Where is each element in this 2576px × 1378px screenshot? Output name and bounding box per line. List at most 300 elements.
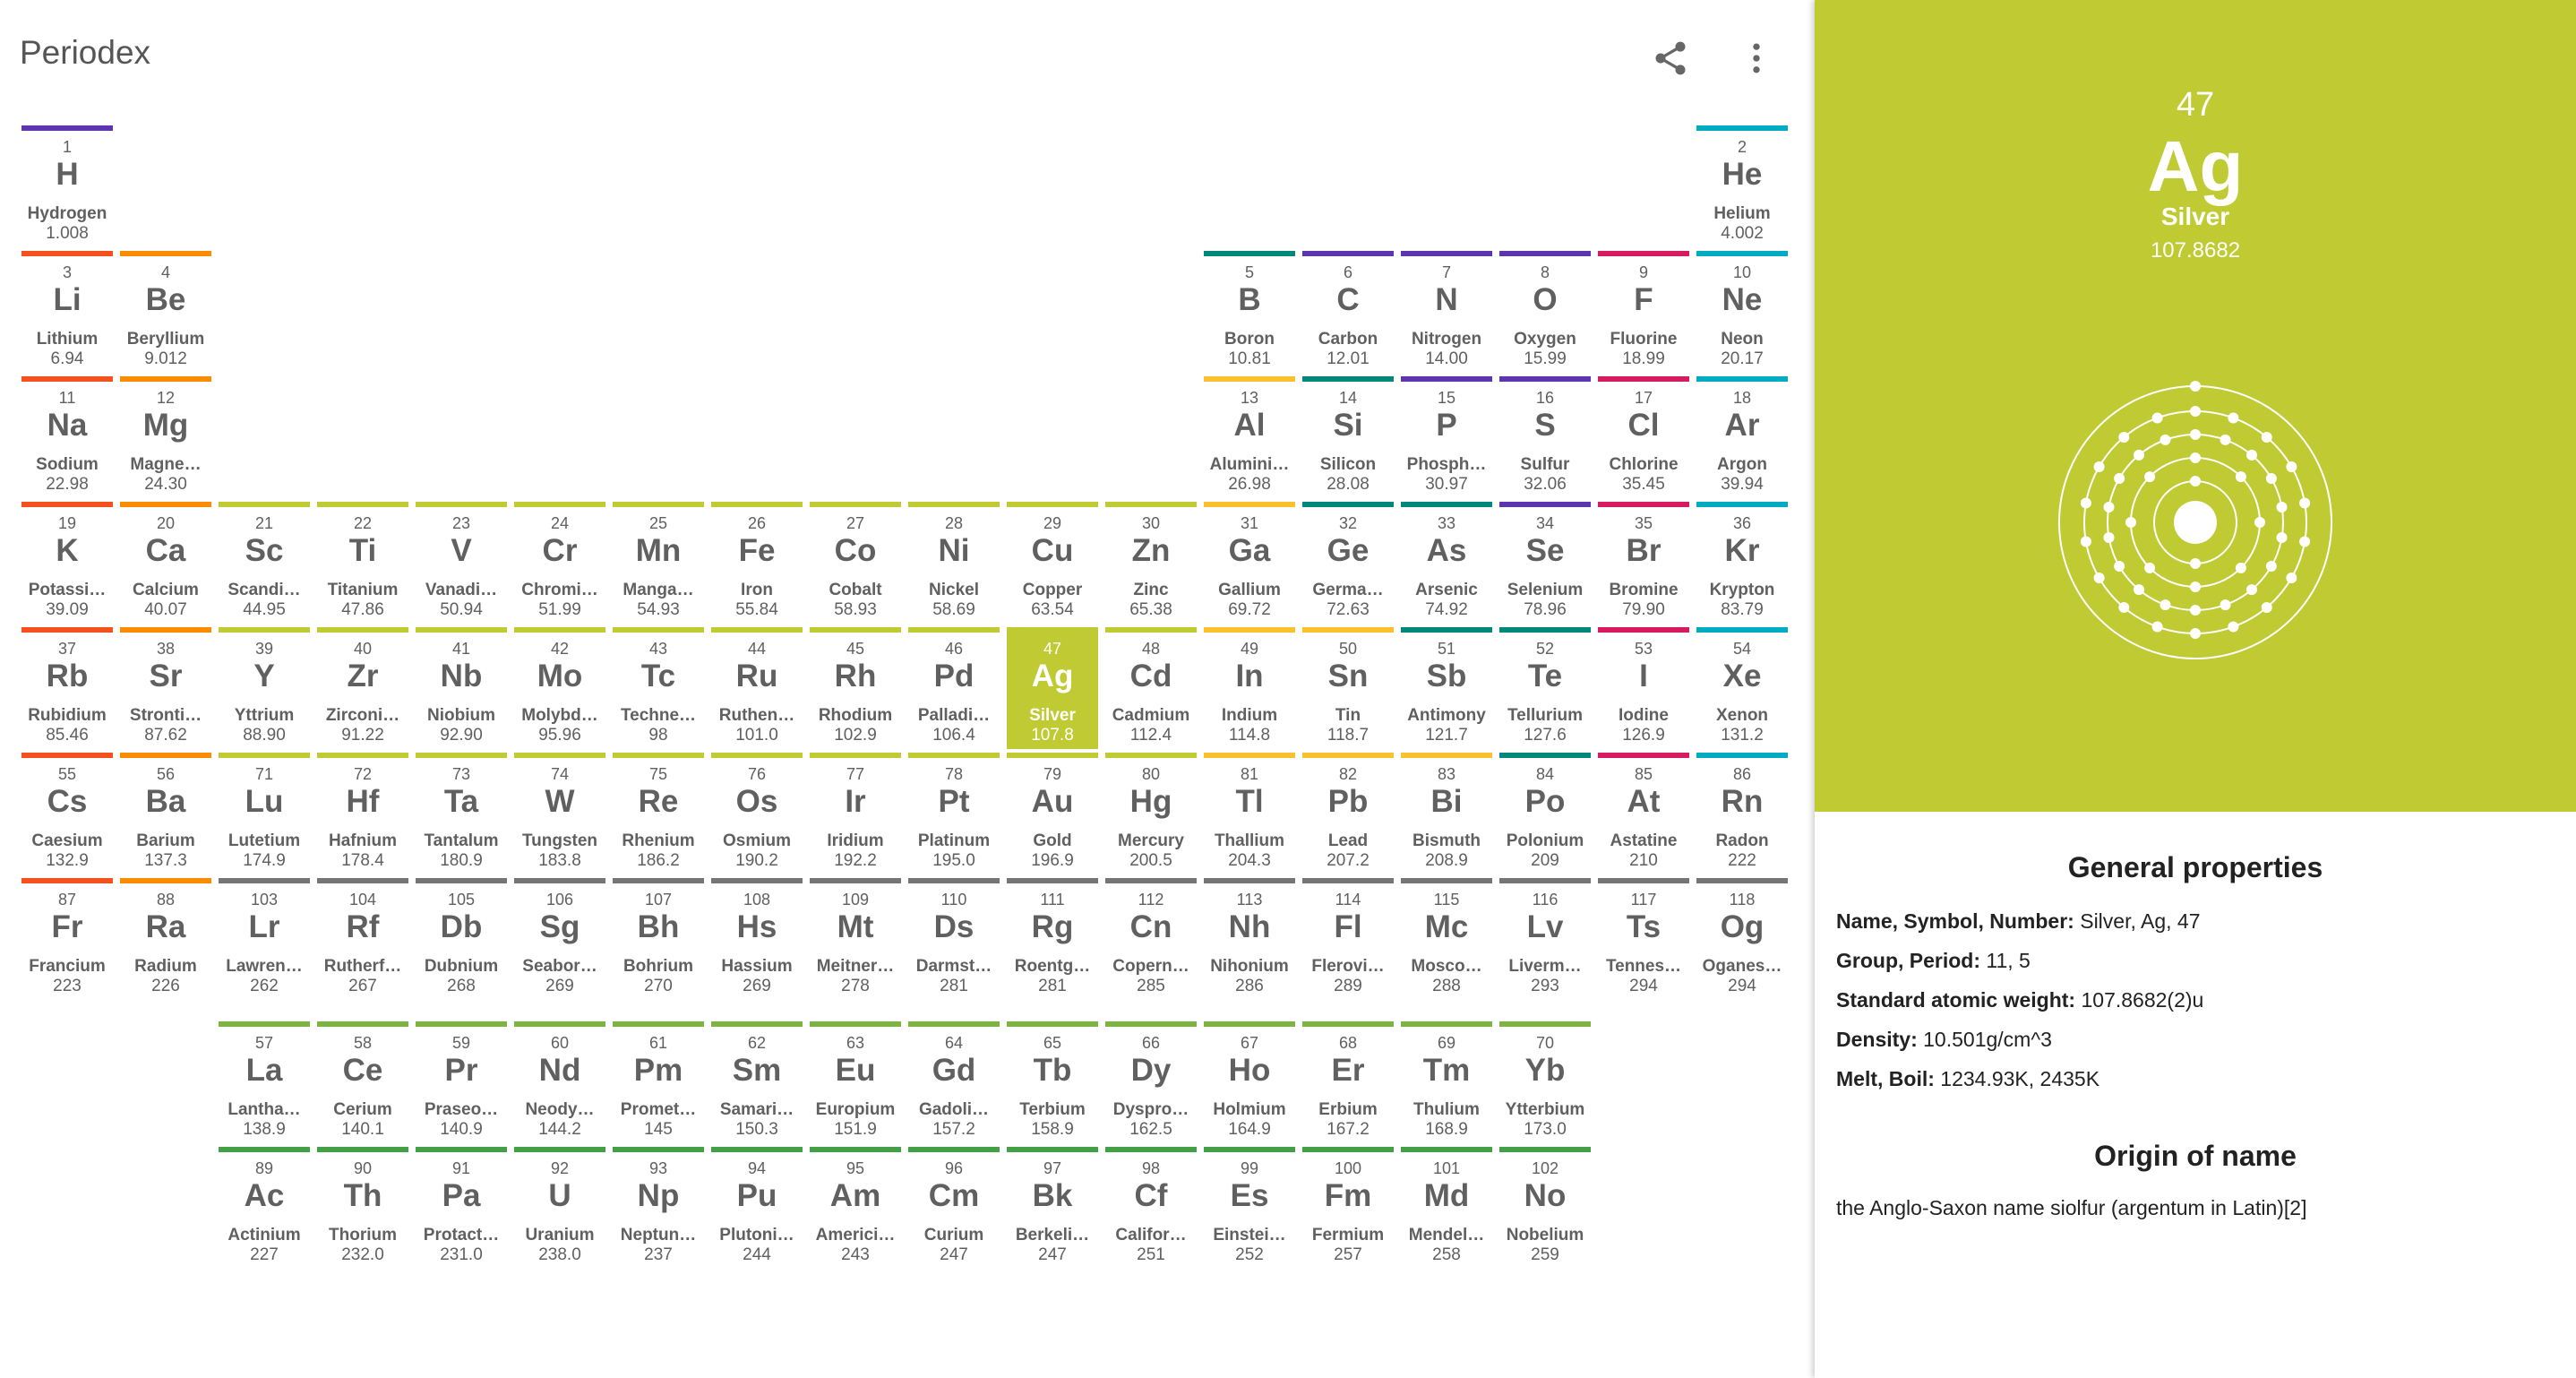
- element-tile-dy[interactable]: [1105, 1021, 1197, 1143]
- element-tile-h[interactable]: [21, 125, 113, 247]
- element-tile-bh[interactable]: [613, 878, 704, 1000]
- electron: [2103, 502, 2114, 512]
- electron: [2246, 450, 2257, 461]
- category-bar: [120, 251, 211, 256]
- tile-symbol: Kr: [1724, 533, 1760, 568]
- tile-atomic-weight: 1.008: [46, 224, 89, 243]
- element-tile-ba[interactable]: [120, 753, 211, 874]
- element-tile-xe[interactable]: [1696, 627, 1788, 749]
- element-tile-ds[interactable]: [908, 878, 1000, 1000]
- tile-symbol: Ru: [735, 659, 778, 693]
- electron: [2160, 599, 2170, 610]
- element-tile-sg[interactable]: [514, 878, 605, 1000]
- element-tile-no[interactable]: [1499, 1147, 1591, 1269]
- element-tile-o[interactable]: [1499, 251, 1591, 373]
- tile-atomic-weight: 238.0: [538, 1245, 581, 1264]
- tile-atomic-weight: 137.3: [144, 851, 187, 870]
- tile-element-name: Molybd…: [521, 706, 598, 725]
- tile-symbol: Ce: [342, 1053, 383, 1088]
- category-bar: [317, 753, 408, 758]
- element-tile-ni[interactable]: [908, 502, 1000, 624]
- tile-atomic-number: 47: [1043, 640, 1062, 658]
- element-tile-ti[interactable]: [317, 502, 408, 624]
- tile-atomic-number: 65: [1043, 1034, 1062, 1052]
- tile-element-name: Thorium: [329, 1226, 397, 1245]
- category-bar: [120, 627, 211, 633]
- element-tile-nh[interactable]: [1204, 878, 1295, 1000]
- category-bar: [711, 878, 803, 883]
- element-tile-po[interactable]: [1499, 753, 1591, 874]
- tile-atomic-number: 33: [1437, 514, 1456, 532]
- element-tile-la[interactable]: [219, 1021, 310, 1143]
- element-tile-tb[interactable]: [1007, 1021, 1098, 1143]
- tile-atomic-weight: 107.8: [1031, 726, 1074, 745]
- tile-atomic-number: 74: [550, 765, 570, 783]
- tile-atomic-number: 52: [1535, 640, 1555, 658]
- element-tile-sc[interactable]: [219, 502, 310, 624]
- tile-atomic-weight: 74.92: [1425, 600, 1468, 619]
- tile-symbol: Cs: [47, 784, 88, 819]
- tile-element-name: Radium: [134, 957, 197, 976]
- element-tile-co[interactable]: [810, 502, 901, 624]
- electron: [2144, 471, 2155, 482]
- element-tile-lv[interactable]: [1499, 878, 1591, 1000]
- tile-atomic-number: 113: [1236, 891, 1263, 909]
- element-tile-at[interactable]: [1598, 753, 1689, 874]
- tile-atomic-weight: 210: [1629, 851, 1658, 870]
- category-bar: [317, 1021, 408, 1027]
- category-bar: [908, 1021, 1000, 1027]
- tile-symbol: Nh: [1228, 909, 1271, 944]
- element-tile-b[interactable]: [1204, 251, 1295, 373]
- tile-atomic-number: 5: [1244, 263, 1254, 281]
- element-tile-mn[interactable]: [613, 502, 704, 624]
- element-tile-np[interactable]: [613, 1147, 704, 1269]
- element-tile-pm[interactable]: [613, 1021, 704, 1143]
- tile-atomic-number: 100: [1334, 1159, 1362, 1177]
- element-tile-s[interactable]: [1499, 376, 1591, 498]
- tile-element-name: Lithium: [36, 330, 99, 349]
- element-tile-sb[interactable]: [1401, 627, 1492, 749]
- element-tile-rn[interactable]: [1696, 753, 1788, 874]
- element-tile-cs[interactable]: [21, 753, 113, 874]
- tile-symbol: Ds: [933, 909, 975, 944]
- element-tile-ce[interactable]: [317, 1021, 408, 1143]
- tile-symbol: Rb: [46, 659, 89, 693]
- tile-atomic-weight: 91.22: [341, 726, 384, 745]
- element-tile-rb[interactable]: [21, 627, 113, 749]
- property-value: 1234.93K, 2435K: [1934, 1067, 2100, 1090]
- electron: [2286, 461, 2297, 472]
- element-tile-fe[interactable]: [711, 502, 803, 624]
- tile-symbol: Og: [1720, 909, 1765, 944]
- element-tile-lr[interactable]: [219, 878, 310, 1000]
- tile-symbol: Zn: [1131, 533, 1171, 568]
- tile-symbol: Ne: [1722, 282, 1763, 317]
- tile-atomic-number: 23: [451, 514, 471, 532]
- element-tile-li[interactable]: [21, 251, 113, 373]
- tile-atomic-weight: 78.96: [1524, 600, 1567, 619]
- tile-symbol: Tm: [1422, 1053, 1471, 1088]
- category-bar: [219, 627, 310, 633]
- element-tile-f[interactable]: [1598, 251, 1689, 373]
- category-bar: [219, 502, 310, 507]
- tile-symbol: He: [1722, 157, 1763, 192]
- element-tile-ne[interactable]: [1696, 251, 1788, 373]
- tile-element-name: Zirconi…: [325, 706, 400, 725]
- element-tile-n[interactable]: [1401, 251, 1492, 373]
- element-tile-tm[interactable]: [1401, 1021, 1492, 1143]
- category-bar: [416, 502, 507, 507]
- element-tile-re[interactable]: [613, 753, 704, 874]
- element-tile-rh[interactable]: [810, 627, 901, 749]
- category-bar: [120, 502, 211, 507]
- tile-atomic-weight: 243: [841, 1245, 870, 1264]
- tile-symbol: Fr: [51, 909, 83, 944]
- element-tile-gd[interactable]: [908, 1021, 1000, 1143]
- element-tile-ts[interactable]: [1598, 878, 1689, 1000]
- property-row: [1836, 988, 2203, 1012]
- tile-atomic-weight: 244: [743, 1245, 771, 1264]
- tile-atomic-weight: 190.2: [735, 851, 778, 870]
- tile-symbol: Lv: [1526, 909, 1564, 944]
- element-tile-pa[interactable]: [416, 1147, 507, 1269]
- element-tile-y[interactable]: [219, 627, 310, 749]
- element-tile-tc[interactable]: [613, 627, 704, 749]
- element-tile-cr[interactable]: [514, 502, 605, 624]
- tile-element-name: Caesium: [31, 831, 103, 850]
- element-tile-ra[interactable]: [120, 878, 211, 1000]
- tile-element-name: Seabor…: [522, 957, 597, 976]
- tile-element-name: Carbon: [1318, 330, 1378, 349]
- category-bar: [1401, 1021, 1492, 1027]
- tile-atomic-number: 16: [1535, 389, 1555, 407]
- tile-symbol: Pu: [736, 1178, 777, 1213]
- tile-atomic-weight: 247: [1038, 1245, 1067, 1264]
- tile-element-name: Iodine: [1619, 706, 1669, 725]
- tile-atomic-number: 63: [846, 1034, 865, 1052]
- element-tile-cd[interactable]: [1105, 627, 1197, 749]
- element-tile-ca[interactable]: [120, 502, 211, 624]
- tile-atomic-number: 48: [1141, 640, 1161, 658]
- element-tile-nd[interactable]: [514, 1021, 605, 1143]
- tile-symbol: Au: [1031, 784, 1074, 819]
- category-bar: [1499, 376, 1591, 382]
- tile-element-name: Zinc: [1133, 581, 1169, 599]
- electron: [2081, 537, 2091, 547]
- element-tile-zr[interactable]: [317, 627, 408, 749]
- element-tile-eu[interactable]: [810, 1021, 901, 1143]
- tile-element-name: Nobelium: [1506, 1226, 1584, 1245]
- element-tile-lu[interactable]: [219, 753, 310, 874]
- element-tile-ar[interactable]: [1696, 376, 1788, 498]
- element-tile-fr[interactable]: [21, 878, 113, 1000]
- tile-atomic-weight: 293: [1531, 977, 1559, 995]
- electron: [2266, 473, 2277, 484]
- element-tile-p[interactable]: [1401, 376, 1492, 498]
- tile-atomic-number: 92: [550, 1159, 570, 1177]
- element-tile-si[interactable]: [1302, 376, 1394, 498]
- element-tile-u[interactable]: [514, 1147, 605, 1269]
- electron: [2190, 476, 2201, 487]
- tile-symbol: Cr: [542, 533, 578, 568]
- tile-element-name: Nihonium: [1210, 957, 1289, 976]
- category-bar: [1499, 627, 1591, 633]
- element-tile-mg[interactable]: [120, 376, 211, 498]
- element-tile-ag[interactable]: [1007, 627, 1098, 749]
- tile-symbol: In: [1235, 659, 1264, 693]
- element-hero: [1815, 0, 2576, 812]
- tile-element-name: Scandi…: [228, 581, 301, 599]
- element-tile-kr[interactable]: [1696, 502, 1788, 624]
- tile-atomic-weight: 186.2: [637, 851, 680, 870]
- category-bar: [711, 753, 803, 758]
- tile-atomic-number: 84: [1535, 765, 1555, 783]
- element-tile-bi[interactable]: [1401, 753, 1492, 874]
- element-tile-os[interactable]: [711, 753, 803, 874]
- tile-element-name: Indium: [1221, 706, 1278, 725]
- element-tile-zn[interactable]: [1105, 502, 1197, 624]
- element-tile-cm[interactable]: [908, 1147, 1000, 1269]
- tile-atomic-weight: 294: [1728, 977, 1756, 995]
- tile-element-name: Protact…: [423, 1226, 500, 1245]
- tile-element-name: Actinium: [228, 1226, 301, 1245]
- tile-element-name: Nitrogen: [1411, 330, 1482, 349]
- tile-element-name: Gallium: [1218, 581, 1281, 599]
- element-tile-pt[interactable]: [908, 753, 1000, 874]
- element-tile-tl[interactable]: [1204, 753, 1295, 874]
- tile-atomic-number: 89: [254, 1159, 274, 1177]
- element-tile-md[interactable]: [1401, 1147, 1492, 1269]
- element-tile-pb[interactable]: [1302, 753, 1394, 874]
- share-button[interactable]: [1648, 36, 1693, 81]
- tile-atomic-weight: 192.2: [834, 851, 877, 870]
- tile-element-name: Neptun…: [620, 1226, 697, 1245]
- element-tile-as[interactable]: [1401, 502, 1492, 624]
- element-tile-ta[interactable]: [416, 753, 507, 874]
- tile-atomic-number: 115: [1433, 891, 1460, 909]
- tile-element-name: Ruthen…: [718, 706, 795, 725]
- element-tile-al[interactable]: [1204, 376, 1295, 498]
- element-tile-he[interactable]: [1696, 125, 1788, 247]
- element-tile-ru[interactable]: [711, 627, 803, 749]
- tile-atomic-weight: 132.9: [46, 851, 89, 870]
- property-label: Density:: [1836, 1028, 1918, 1051]
- category-bar: [21, 376, 113, 382]
- tile-symbol: Os: [735, 784, 778, 819]
- element-tile-hf[interactable]: [317, 753, 408, 874]
- category-bar: [613, 1021, 704, 1027]
- element-tile-nb[interactable]: [416, 627, 507, 749]
- more-options-button[interactable]: [1734, 36, 1779, 81]
- tile-atomic-weight: 10.81: [1228, 349, 1271, 368]
- element-tile-cf[interactable]: [1105, 1147, 1197, 1269]
- tile-element-name: Califor…: [1115, 1226, 1187, 1245]
- element-tile-ga[interactable]: [1204, 502, 1295, 624]
- tile-atomic-weight: 112.4: [1129, 726, 1172, 745]
- element-tile-fl[interactable]: [1302, 878, 1394, 1000]
- tile-element-name: Rutherf…: [323, 957, 402, 976]
- element-tile-pd[interactable]: [908, 627, 1000, 749]
- category-bar: [1204, 376, 1295, 382]
- electron: [2299, 497, 2310, 508]
- tile-atomic-weight: 32.06: [1524, 475, 1567, 494]
- tile-atomic-weight: 144.2: [538, 1120, 581, 1139]
- element-tile-rf[interactable]: [317, 878, 408, 1000]
- element-tile-cn[interactable]: [1105, 878, 1197, 1000]
- tile-atomic-number: 91: [451, 1159, 471, 1177]
- tile-symbol: Fl: [1334, 909, 1362, 944]
- tile-atomic-weight: 200.5: [1129, 851, 1172, 870]
- tile-atomic-number: 72: [353, 765, 373, 783]
- category-bar: [613, 1147, 704, 1152]
- tile-atomic-number: 21: [254, 514, 274, 532]
- tile-atomic-number: 118: [1729, 891, 1756, 909]
- tile-element-name: Hassium: [721, 957, 793, 976]
- tile-symbol: Ho: [1228, 1053, 1271, 1088]
- tile-atomic-weight: 231.0: [440, 1245, 483, 1264]
- category-bar: [1401, 502, 1492, 507]
- tile-element-name: Yttrium: [234, 706, 295, 725]
- element-tile-bk[interactable]: [1007, 1147, 1098, 1269]
- tile-symbol: Tc: [640, 659, 676, 693]
- tile-atomic-number: 108: [743, 891, 771, 909]
- element-tile-in[interactable]: [1204, 627, 1295, 749]
- electron: [2190, 381, 2201, 392]
- tile-symbol: No: [1524, 1178, 1567, 1213]
- element-tile-sm[interactable]: [711, 1021, 803, 1143]
- detail-name: Silver: [2160, 202, 2230, 230]
- category-bar: [810, 878, 901, 883]
- element-tile-fm[interactable]: [1302, 1147, 1394, 1269]
- tile-element-name: Tantalum: [424, 831, 499, 850]
- tile-atomic-number: 40: [353, 640, 373, 658]
- electron: [2277, 532, 2288, 543]
- tile-element-name: Bromine: [1609, 581, 1679, 599]
- element-tile-hg[interactable]: [1105, 753, 1197, 874]
- tile-element-name: Lantha…: [228, 1100, 301, 1119]
- tile-atomic-weight: 126.9: [1622, 726, 1665, 745]
- element-tile-c[interactable]: [1302, 251, 1394, 373]
- tile-atomic-number: 17: [1634, 389, 1653, 407]
- element-tile-pr[interactable]: [416, 1021, 507, 1143]
- element-tile-mo[interactable]: [514, 627, 605, 749]
- tile-element-name: Silicon: [1319, 455, 1377, 474]
- tile-element-name: Oxygen: [1514, 330, 1576, 349]
- element-tile-br[interactable]: [1598, 502, 1689, 624]
- element-tile-cl[interactable]: [1598, 376, 1689, 498]
- tile-element-name: Terbium: [1019, 1100, 1086, 1119]
- tile-atomic-number: 58: [353, 1034, 373, 1052]
- element-tile-sn[interactable]: [1302, 627, 1394, 749]
- category-bar: [514, 753, 605, 758]
- element-tile-ho[interactable]: [1204, 1021, 1295, 1143]
- tile-atomic-number: 77: [846, 765, 865, 783]
- element-tile-ir[interactable]: [810, 753, 901, 874]
- property-value: Silver, Ag, 47: [2074, 909, 2201, 933]
- element-tile-au[interactable]: [1007, 753, 1098, 874]
- category-bar: [219, 1021, 310, 1027]
- tile-element-name: Liverm…: [1508, 957, 1582, 976]
- tile-atomic-number: 117: [1630, 891, 1657, 909]
- tile-atomic-weight: 258: [1432, 1245, 1461, 1264]
- element-tile-te[interactable]: [1499, 627, 1591, 749]
- element-tile-ge[interactable]: [1302, 502, 1394, 624]
- element-tile-er[interactable]: [1302, 1021, 1394, 1143]
- tile-symbol: Al: [1233, 408, 1266, 443]
- tile-element-name: Astatine: [1610, 831, 1678, 850]
- tile-symbol: Ir: [845, 784, 866, 819]
- electron: [2246, 584, 2257, 595]
- tile-element-name: Tennes…: [1605, 957, 1682, 976]
- element-tile-mc[interactable]: [1401, 878, 1492, 1000]
- tile-element-name: Holmium: [1213, 1100, 1286, 1119]
- tile-atomic-weight: 87.62: [144, 726, 187, 745]
- element-tile-am[interactable]: [810, 1147, 901, 1269]
- element-tile-th[interactable]: [317, 1147, 408, 1269]
- element-tile-pu[interactable]: [711, 1147, 803, 1269]
- element-tile-se[interactable]: [1499, 502, 1591, 624]
- element-tile-k[interactable]: [21, 502, 113, 624]
- element-tile-db[interactable]: [416, 878, 507, 1000]
- element-tile-w[interactable]: [514, 753, 605, 874]
- tile-atomic-weight: 157.2: [932, 1120, 975, 1139]
- tile-element-name: Cobalt: [829, 581, 882, 599]
- tile-atomic-weight: 269: [743, 977, 771, 995]
- tile-atomic-weight: 267: [348, 977, 377, 995]
- tile-atomic-number: 42: [550, 640, 570, 658]
- element-tile-hs[interactable]: [711, 878, 803, 1000]
- element-tile-mt[interactable]: [810, 878, 901, 1000]
- category-bar: [1007, 753, 1098, 758]
- tile-atomic-weight: 88.90: [243, 726, 286, 745]
- tile-symbol: Mc: [1424, 909, 1469, 944]
- tile-atomic-number: 111: [1040, 891, 1065, 909]
- tile-atomic-weight: 226: [151, 977, 180, 995]
- electron: [2190, 581, 2201, 592]
- electron: [2266, 561, 2277, 572]
- element-tile-be[interactable]: [120, 251, 211, 373]
- tile-symbol: Ba: [145, 784, 186, 819]
- element-tile-og[interactable]: [1696, 878, 1788, 1000]
- tile-atomic-number: 102: [1531, 1159, 1559, 1177]
- element-tile-ac[interactable]: [219, 1147, 310, 1269]
- tile-symbol: Cm: [928, 1178, 980, 1213]
- element-tile-na[interactable]: [21, 376, 113, 498]
- element-tile-v[interactable]: [416, 502, 507, 624]
- tile-atomic-weight: 118.7: [1327, 726, 1370, 745]
- tile-symbol: N: [1435, 282, 1458, 317]
- tile-element-name: Fermium: [1311, 1226, 1385, 1245]
- element-tile-rg[interactable]: [1007, 878, 1098, 1000]
- tile-element-name: Bismuth: [1413, 831, 1481, 850]
- element-tile-cu[interactable]: [1007, 502, 1098, 624]
- element-tile-yb[interactable]: [1499, 1021, 1591, 1143]
- category-bar: [1302, 502, 1394, 507]
- tile-symbol: Hs: [736, 909, 777, 944]
- tile-atomic-weight: 294: [1629, 977, 1658, 995]
- element-tile-sr[interactable]: [120, 627, 211, 749]
- element-tile-i[interactable]: [1598, 627, 1689, 749]
- tile-symbol: Ra: [145, 909, 186, 944]
- element-detail-panel: [1815, 0, 2576, 1378]
- tile-atomic-weight: 286: [1235, 977, 1264, 995]
- category-bar: [711, 627, 803, 633]
- element-tile-es[interactable]: [1204, 1147, 1295, 1269]
- tile-atomic-weight: 281: [940, 977, 968, 995]
- category-bar: [810, 753, 901, 758]
- property-value: 10.501g/cm^3: [1917, 1028, 2052, 1051]
